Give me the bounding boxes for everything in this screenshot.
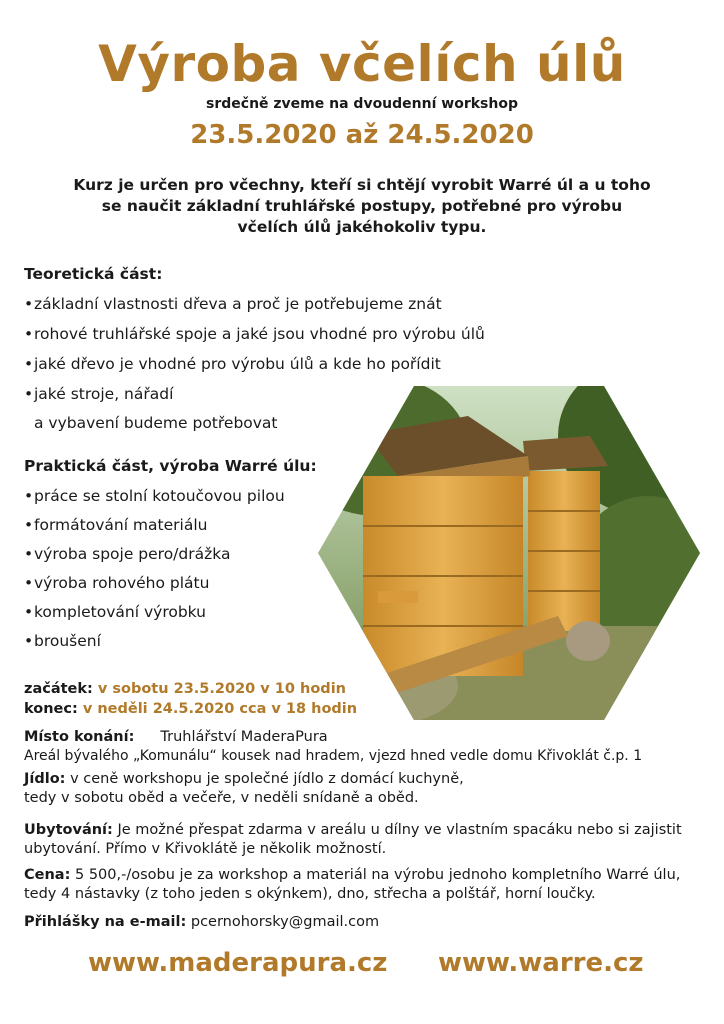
- end-row: konec: v neděli 24.5.2020 cca v 18 hodin: [24, 701, 358, 717]
- venue-block: [24, 728, 714, 766]
- theory-heading: Teoretická část:: [24, 265, 163, 283]
- end-value: v neděli 24.5.2020 cca v 18 hodin: [82, 701, 358, 717]
- bullet-icon: •: [24, 325, 34, 343]
- list-item: •jaké dřevo je vhodné pro výrobu úlů a kde ho pořídit: [24, 355, 441, 373]
- list-item: •práce se stolní kotoučovou pilou: [24, 487, 285, 505]
- list-item: •výroba spoje pero/drážka: [24, 545, 231, 563]
- lodging-block: Ubytování: Je možné přespat zdarma v areálu u dílny ve vlastním spacáku nebo si zajistit ubytování. Přímo v Křivoklátě je několik možností.: [24, 822, 682, 857]
- food-block: Jídlo: v ceně workshopu je společné jídlo z domácí kuchyně, tedy v sobotu oběd a večeře, v neděli snídaně a oběd.: [24, 771, 464, 806]
- venue-name: Truhlářství MaderaPura: [160, 729, 328, 745]
- food-label: Jídlo:: [24, 771, 66, 787]
- page-title: Výroba včelích úlů: [98, 35, 626, 93]
- practice-heading: Praktická část, výroba Warré úlu:: [24, 457, 317, 475]
- list-item: •rohové truhlářské spoje a jaké jsou vhodné pro výrobu úlů: [24, 325, 485, 343]
- bullet-icon: •: [24, 545, 34, 563]
- venue-label: Místo konání:: [24, 729, 135, 745]
- start-value: v sobotu 23.5.2020 v 10 hodin: [97, 681, 346, 697]
- list-item: •základní vlastnosti dřeva a proč je potřebujeme znát: [24, 295, 442, 313]
- website-link-warre[interactable]: www.warre.cz: [438, 948, 644, 978]
- venue-address: Areál bývalého „Komunálu“ kousek nad hradem, vjezd hned vedle domu Křivoklát č.p. 1: [24, 748, 643, 764]
- bullet-icon: •: [24, 355, 34, 373]
- bullet-icon: •: [24, 385, 34, 403]
- intro-line: včelích úlů jakéhokoliv typu.: [237, 218, 487, 236]
- workshop-dates: 23.5.2020 až 24.5.2020: [190, 120, 534, 150]
- signup-email-link[interactable]: pcernohorsky@gmail.com: [190, 914, 380, 930]
- intro-line: Kurz je určen pro včechny, kteří si chtějí vyrobit Warré úl a u toho: [73, 176, 651, 194]
- list-item: •výroba rohového plátu: [24, 574, 210, 592]
- bullet-icon: •: [24, 632, 34, 650]
- price-block: Cena: 5 500,-/osobu je za workshop a materiál na výrobu jednoho kompletního Warré úlu, tedy 4 nástavky (z toho jeden s okýnkem), dno, střecha a polštář, horní loučky.: [24, 867, 681, 902]
- signup-label: Přihlášky na e-mail:: [24, 914, 187, 930]
- list-item-continuation: a vybavení budeme potřebovat: [34, 414, 278, 432]
- website-link-maderapura[interactable]: www.maderapura.cz: [88, 948, 388, 978]
- list-item: •formátování materiálu: [24, 516, 208, 534]
- list-item: •kompletování výrobku: [24, 603, 206, 621]
- intro-text: [60, 175, 664, 238]
- start-row: začátek: v sobotu 23.5.2020 v 10 hodin: [24, 681, 346, 697]
- subtitle: srdečně zveme na dvoudenní workshop: [206, 96, 518, 112]
- bullet-icon: •: [24, 295, 34, 313]
- list-item: •jaké stroje, nářadí: [24, 385, 174, 403]
- list-item: •broušení: [24, 632, 101, 650]
- beehive-photo: [318, 386, 700, 720]
- signup-row: [24, 913, 714, 932]
- lodging-label: Ubytování:: [24, 822, 113, 838]
- bullet-icon: •: [24, 487, 34, 505]
- bullet-icon: •: [24, 516, 34, 534]
- bullet-icon: •: [24, 574, 34, 592]
- price-label: Cena:: [24, 867, 71, 883]
- intro-line: se naučit základní truhlářské postupy, potřebné pro výrobu: [101, 197, 623, 215]
- bullet-icon: •: [24, 603, 34, 621]
